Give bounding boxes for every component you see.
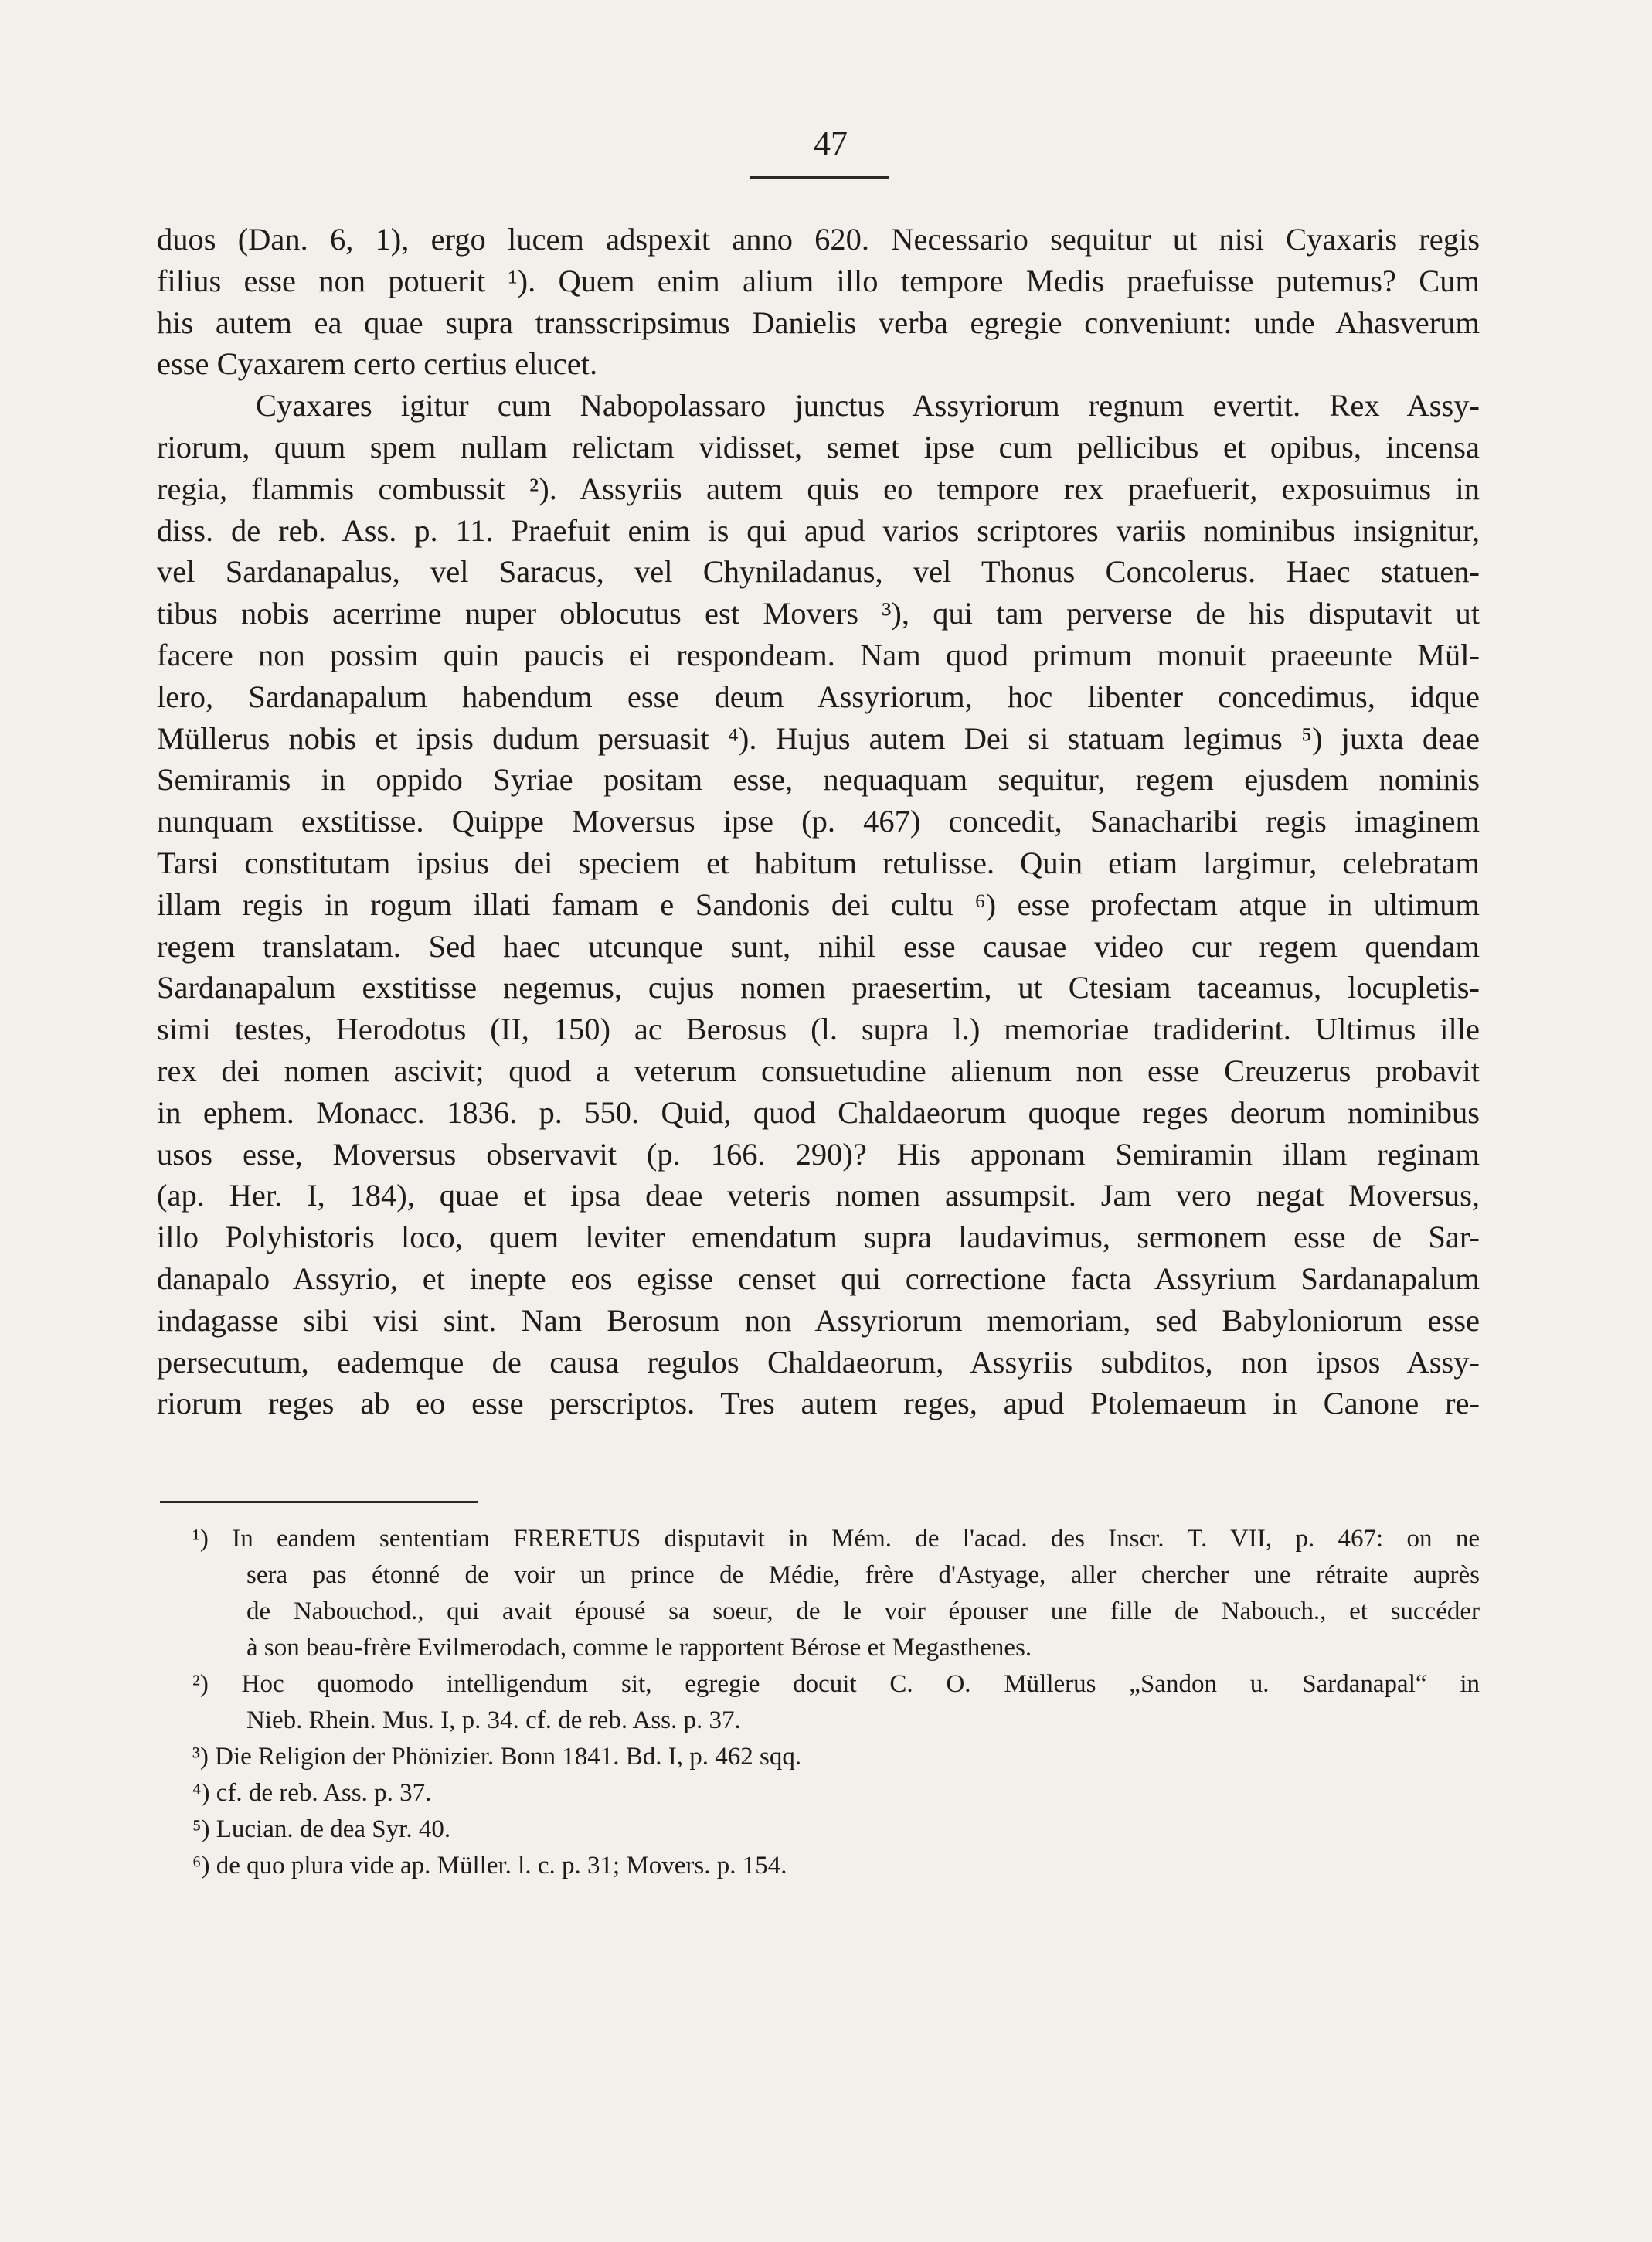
body-line: nunquam exstitisse. Quippe Moversus ipse (p. 467) concedit, Sanacharibi regis imaginem [157,804,1480,839]
body-line: riorum, quum spem nullam relictam vidisset, semet ipse cum pellicibus et opibus, incensa [157,429,1480,464]
body-line: vel Sardanapalus, vel Saracus, vel Chyniladanus, vel Thonus Concolerus. Haec statuen- [157,554,1480,590]
body-line: Semiramis in oppido Syriae positam esse, nequaquam sequitur, regem ejusdem nominis [157,762,1480,798]
body-line: simi testes, Herodotus (II, 150) ac Berosus (l. supra l.) memoriae tradiderint. Ultimus ille [157,1012,1480,1047]
body-line: rex dei nomen ascivit; quod a veterum consuetudine alienum non esse Creuzerus probavit [157,1053,1480,1088]
body-line: regia, flammis combussit ²). Assyriis autem quis eo tempore rex praefuerit, exposuimus in [157,471,1480,506]
page-number: 47 [814,124,848,162]
body-line: danapalo Assyrio, et inepte eos egisse censet qui correctione facta Assyrium Sardanapalum [157,1260,1480,1296]
body-line: filius esse non potuerit ¹). Quem enim alium illo tempore Medis praefuisse putemus? Cum [157,263,1480,298]
footnote-line: ¹) In eandem sententiam FRERETUS disputavit in Mém. de l'acad. des Inscr. T. VII, p. 467: on ne [192,1525,1480,1553]
body-line: Müllerus nobis et ipsis dudum persuasit ⁴). Hujus autem Dei si statuam legimus ⁵) juxta deae [157,720,1480,756]
footnote-separator [160,1501,478,1503]
footnote-line: sera pas étonné de voir un prince de Médie, frère d'Astyage, aller chercher une rétraite auprès [246,1561,1480,1589]
body-line: indagasse sibi visi sint. Nam Berosum non Assyriorum memoriam, sed Babyloniorum esse [157,1302,1480,1338]
body-line: illo Polyhistoris loco, quem leviter emendatum supra laudavimus, sermonem esse de Sar- [157,1220,1480,1255]
body-line: tibus nobis acerrime nuper oblocutus est Movers ³), qui tam perverse de his disputavit ut [157,596,1480,631]
body-line: Tarsi constitutam ipsius dei speciem et habitum retulisse. Quin etiam largimur, celebratam [157,845,1480,880]
footnote-line: de Nabouchod., qui avait épousé sa soeur, de le voir épouser une fille de Nabouch., et succéder [246,1597,1480,1625]
body-line: Sardanapalum exstitisse negemus, cujus nomen praesertim, ut Ctesiam taceamus, locupletis- [157,970,1480,1005]
footnotes [160,1521,1480,1884]
body-line: in ephem. Monacc. 1836. p. 550. Quid, quod Chaldaeorum quoque reges deorum nominibus [157,1094,1480,1130]
footnote-line: à son beau-frère Evilmerodach, comme le rapportent Bérose et Megasthenes. [246,1634,1032,1662]
body-line: his autem ea quae supra transscripsimus Danielis verba egregie conveniunt: unde Ahasverum [157,304,1480,340]
body-line: (ap. Her. I, 184), quae et ipsa deae veteris nomen assumpsit. Jam vero negat Moversus, [157,1178,1480,1213]
footnote-line: ⁴) cf. de reb. Ass. p. 37. [192,1779,432,1807]
body-line: facere non possim quin paucis ei respondeam. Nam quod primum monuit praeeunte Mül- [157,637,1480,672]
body-line: diss. de reb. Ass. p. 11. Praefuit enim is qui apud varios scriptores variis nominibus insignitur, [157,512,1480,548]
body-line: esse Cyaxarem certo certius elucet. [157,346,598,382]
footnote-line: ³) Die Religion der Phönizier. Bonn 1841. Bd. I, p. 462 sqq. [192,1743,802,1771]
footnote-line: ⁶) de quo plura vide ap. Müller. l. c. p. 31; Movers. p. 154. [192,1852,787,1880]
body-line: persecutum, eademque de causa regulos Chaldaeorum, Assyriis subditos, non ipsos Assy- [157,1344,1480,1380]
body-line: illam regis in rogum illati famam e Sandonis dei cultu ⁶) esse profectam atque in ultimum [157,886,1480,922]
body-line: duos (Dan. 6, 1), ergo lucem adspexit anno 620. Necessario sequitur ut nisi Cyaxaris regis [157,222,1480,257]
footnote-line: Nieb. Rhein. Mus. I, p. 34. cf. de reb. Ass. p. 37. [246,1706,741,1734]
body-line: riorum reges ab eo esse perscriptos. Tres autem reges, apud Ptolemaeum in Canone re- [157,1386,1480,1421]
body-line: regem translatam. Sed haec utcunque sunt, nihil esse causae video cur regem quendam [157,928,1480,964]
body-line: usos esse, Moversus observavit (p. 166. 290)? His apponam Semiramin illam reginam [157,1136,1480,1172]
footnote-line: ⁵) Lucian. de dea Syr. 40. [192,1815,451,1843]
body-line: Cyaxares igitur cum Nabopolassaro junctus Assyriorum regnum evertit. Rex Assy- [256,388,1480,424]
footnote-line: ²) Hoc quomodo intelligendum sit, egregie docuit C. O. Müllerus „Sandon u. Sardanapal“ in [192,1670,1480,1698]
page-number-rule [750,176,889,179]
body-line: lero, Sardanapalum habendum esse deum Assyriorum, hoc libenter concedimus, idque [157,679,1480,714]
body-text [157,219,1480,1424]
